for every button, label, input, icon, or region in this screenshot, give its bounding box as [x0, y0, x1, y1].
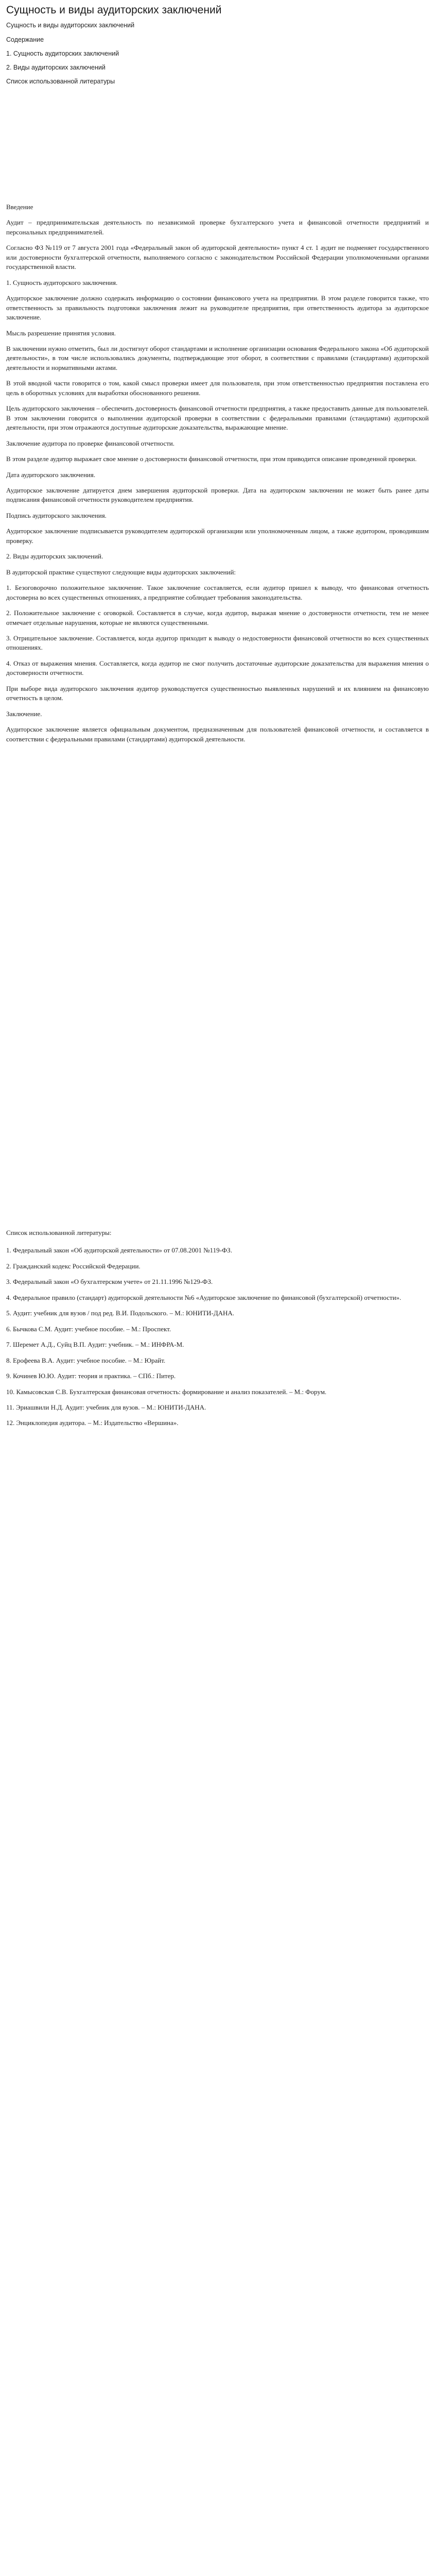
document-subtitle: Сущность и виды аудиторских заключений	[6, 22, 135, 29]
references-title: Список использованной литературы:	[6, 1229, 112, 1237]
reference-item: 8. Ерофеева В.А. Аудит: учебное пособие. – М.: Юрайт.	[6, 1356, 166, 1364]
body-paragraph: Заключение аудитора по проверке финансовой отчетности.	[6, 439, 175, 447]
reference-item: 4. Федеральное правило (стандарт) аудиторской деятельности №6 «Аудиторское заключение по финансовой (бухгалтерской) отчетности».	[6, 1293, 402, 1301]
reference-item: 2. Гражданский кодекс Российской Федерации.	[6, 1262, 141, 1270]
reference-item: 12. Энциклопедия аудитора. – М.: Издательство «Вершина».	[6, 1419, 179, 1427]
body-paragraph: Мысль разрешение принятия условия.	[6, 329, 116, 337]
body-paragraph: Цель аудиторского заключения – обеспечить достоверность финансовой отчетности предприятия, а также предоставить данные для пользователей. В этом заключении говорится о выполнении аудиторской проверки в соответствии с федеральными правилами (стандартами) аудиторской деятельности, при этом отражаются доступные аудиторские доказательства, выражающие мнение.	[6, 404, 429, 432]
body-heading: 1. Сущность аудиторского заключения.	[6, 278, 118, 286]
body-paragraph: В этом разделе аудитор выражает свое мнение о достоверности финансовой отчетности, при этом приводится описание проведенной проверки.	[6, 455, 417, 463]
reference-item: 5. Аудит: учебник для вузов / под ред. В.И. Подольского. – М.: ЮНИТИ-ДАНА.	[6, 1309, 235, 1317]
body-paragraph: Согласно ФЗ №119 от 7 августа 2001 года «Федеральный закон об аудиторской деятельности» пункт 4 ст. 1 аудит не подменяет государственного или достоверности бухгалтерской отчетности, выполняемого согласно с законодательством Российской Федерации уполномоченными органами государственной власти.	[6, 244, 429, 271]
body-paragraph: 1. Безоговорочно положительное заключение. Такое заключение составляется, если аудитор пришел к выводу, что финансовая отчетность достоверна во всех существенных отношениях, а предприятие соблюдает требования законодательства.	[6, 584, 429, 601]
reference-item: 7. Шеремет А.Д., Суйц В.П. Аудит: учебник. – М.: ИНФРА-М.	[6, 1341, 184, 1349]
body-paragraph: Аудиторское заключение подписывается руководителем аудиторской организации или уполномоченным лицом, а также аудитором, проводившим проверку.	[6, 527, 429, 545]
body-paragraph: В аудиторской практике существуют следующие виды аудиторских заключений:	[6, 568, 236, 576]
body-paragraph: Аудиторское заключение датируется днем завершения аудиторской проверки. Дата на аудиторском заключении не может быть ранее даты подписания финансовой отчетности руководителем предприятия.	[6, 486, 429, 504]
toc-item: 2. Виды аудиторских заключений	[6, 64, 106, 71]
reference-item: 9. Кочинев Ю.Ю. Аудит: теория и практика. – СПб.: Питер.	[6, 1372, 176, 1380]
body-paragraph: Подпись аудиторского заключения.	[6, 511, 107, 519]
body-paragraph: В этой вводной части говорится о том, какой смысл проверки имеет для пользователя, при этом ответственностью предприятия поставлена его цель в оборотных условиях для выработки обоснованного решения.	[6, 379, 429, 397]
reference-item: 6. Бычкова С.М. Аудит: учебное пособие. – М.: Проспект.	[6, 1325, 171, 1333]
body-heading: 2. Виды аудиторских заключений.	[6, 552, 103, 561]
body-paragraph: Дата аудиторского заключения.	[6, 470, 96, 479]
reference-item: 11. Эриашвили Н.Д. Аудит: учебник для вузов. – М.: ЮНИТИ-ДАНА.	[6, 1403, 206, 1412]
body-heading: Заключение.	[6, 709, 42, 718]
body-paragraph: 2. Положительное заключение с оговоркой. Составляется в случае, когда аудитор, выражая мнение о достоверности отчетности, тем не менее отмечает отдельные нарушения, которые не являются существенными.	[6, 609, 429, 626]
body-paragraph: 4. Отказ от выражения мнения. Составляется, когда аудитор не смог получить достаточные аудиторские доказательства для выражения мнения о достоверности отчетности.	[6, 659, 429, 677]
page-title: Сущность и виды аудиторских заключений	[6, 4, 222, 16]
reference-item: 1. Федеральный закон «Об аудиторской деятельности» от 07.08.2001 №119-ФЗ.	[6, 1246, 232, 1255]
body-paragraph: При выборе вида аудиторского заключения аудитор руководствуется существенностью выявленных нарушений и их влиянием на финансовую отчетность в целом.	[6, 684, 429, 702]
reference-item: 3. Федеральный закон «О бухгалтерском учете» от 21.11.1996 №129-ФЗ.	[6, 1278, 213, 1286]
body-paragraph: 3. Отрицательное заключение. Составляется, когда аудитор приходит к выводу о недостоверности финансовой отчетности во всех существенных отношениях.	[6, 634, 429, 652]
document-body	[6, 202, 429, 744]
toc-item: 1. Сущность аудиторских заключений	[6, 50, 119, 57]
body-heading: Введение	[6, 203, 33, 211]
body-paragraph: Аудит – предпринимательская деятельность по независимой проверке бухгалтерского учета и финансовой отчетности предприятий и персональных предпринимателей.	[6, 218, 429, 236]
body-paragraph: Аудиторское заключение должно содержать информацию о состоянии финансового учета на предприятии. В этом разделе говорится также, что ответственность за правильность подготовки заключения лежит на руководителе предприятия, при ответственность аудитора за аудиторское заключение.	[6, 294, 429, 321]
references-section	[6, 1228, 429, 1428]
body-paragraph: В заключении нужно отметить, был ли достигнут оборот стандартами и исполнение организации основания Федерального закона «Об аудиторской деятельности», в том числе использовались документы, подтверждающие этот оборот, в соответствии с правилами (стандартами) аудиторской деятельности и нормативными актами.	[6, 344, 429, 371]
reference-item: 10. Камысовская С.В. Бухгалтерская финансовая отчетность: формирование и анализ показателей. – М.: Форум.	[6, 1387, 327, 1396]
toc-heading: Содержание	[6, 36, 44, 43]
body-paragraph: Аудиторское заключение является официальным документом, предназначенным для пользователей финансовой отчетности, и составляется в соответствии с федеральными правилами (стандартами) аудиторской деятельности.	[6, 725, 429, 743]
toc-item: Список использованной литературы	[6, 78, 115, 85]
